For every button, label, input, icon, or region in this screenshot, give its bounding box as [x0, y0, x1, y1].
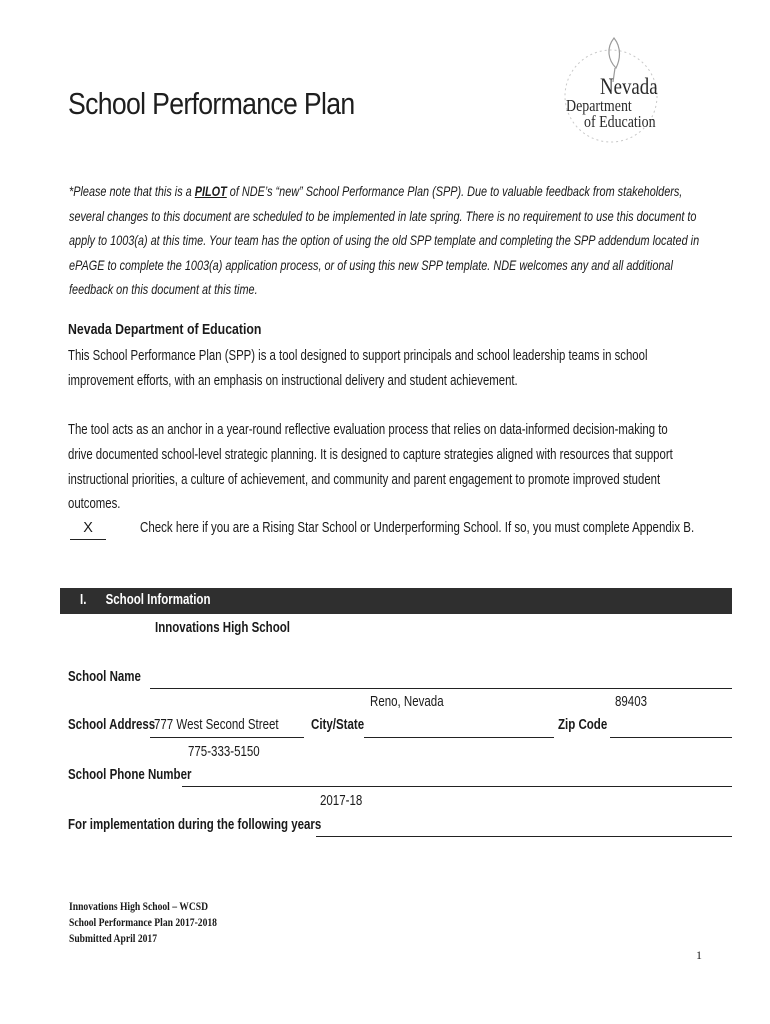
city-state-field[interactable] [364, 737, 554, 738]
intro-paragraph-1: This School Performance Plan (SPP) is a tool designed to support principals and school leadership teams in school improvement efforts, with an emphasis on instructional delivery and student achievement. [68, 348, 648, 389]
implementation-years-label: For implementation during the following years [68, 817, 322, 833]
note-pilot: PILOT [194, 184, 227, 199]
city-state-label: City/State [311, 717, 365, 733]
school-phone-field[interactable] [182, 786, 732, 787]
section-header-label [80, 592, 211, 608]
school-phone-label: School Phone Number [68, 767, 192, 783]
logo-education-text: of Education [584, 112, 656, 131]
school-address-field[interactable] [150, 737, 304, 738]
intro-paragraph-2: The tool acts as an anchor in a year-round reflective evaluation process that relies on data-informed decision-making to drive documented school-level strategic planning. It is designed to capture strategies aligned with resources that support instructional priorities, a culture of achievement, and community and parent engagement to promote improved student outcomes. [68, 422, 673, 513]
city-state-value: Reno, Nevada [370, 694, 444, 710]
logo-nevada-text: Nevada [600, 74, 658, 99]
intro-heading: Nevada Department of Education [68, 321, 262, 338]
zip-code-label: Zip Code [558, 717, 608, 733]
implementation-years-value: 2017-18 [320, 793, 363, 809]
school-name-label: School Name [68, 669, 141, 685]
footer-plan: School Performance Plan 2017-2018 [69, 915, 217, 929]
zip-code-field[interactable] [610, 737, 732, 738]
logo-department-text: Department [566, 96, 632, 115]
page-number: 1 [696, 948, 702, 962]
school-address-label: School Address [68, 717, 156, 733]
footer-school: Innovations High School – WCSD [69, 899, 209, 913]
school-address-value: 777 West Second Street [154, 717, 279, 733]
rising-star-checkbox[interactable]: X [70, 517, 106, 540]
school-name-value: Innovations High School [155, 620, 290, 636]
section-number: I. [80, 592, 87, 608]
rising-star-checkbox-label: Check here if you are a Rising Star School or Underperforming School. If so, you must complete Appendix B. [140, 520, 695, 536]
page-title: School Performance Plan [68, 86, 355, 121]
section-title: School Information [105, 592, 211, 608]
zip-code-value: 89403 [615, 694, 648, 710]
school-name-field[interactable] [150, 688, 732, 689]
school-phone-value: 775-333-5150 [188, 744, 260, 760]
note-text: of NDE’s “new” School Performance Plan (SPP). Due to valuable feedback from stakeholders, several changes to this document are scheduled to be implemented in late spring. There is no requirement to use this document to apply to 1003(a) at this time. Your team has the option of using the old SPP template and completing the SPP addendum located in ePAGE to complete the 1003(a) application process, or of using this new SPP template. NDE welcomes any and all additional feedback on this document at this time. [69, 184, 700, 298]
pilot-note [69, 180, 701, 303]
implementation-years-field[interactable] [316, 836, 732, 837]
note-prefix: *Please note that this is a [69, 184, 195, 199]
footer-submitted: Submitted April 2017 [69, 931, 158, 945]
